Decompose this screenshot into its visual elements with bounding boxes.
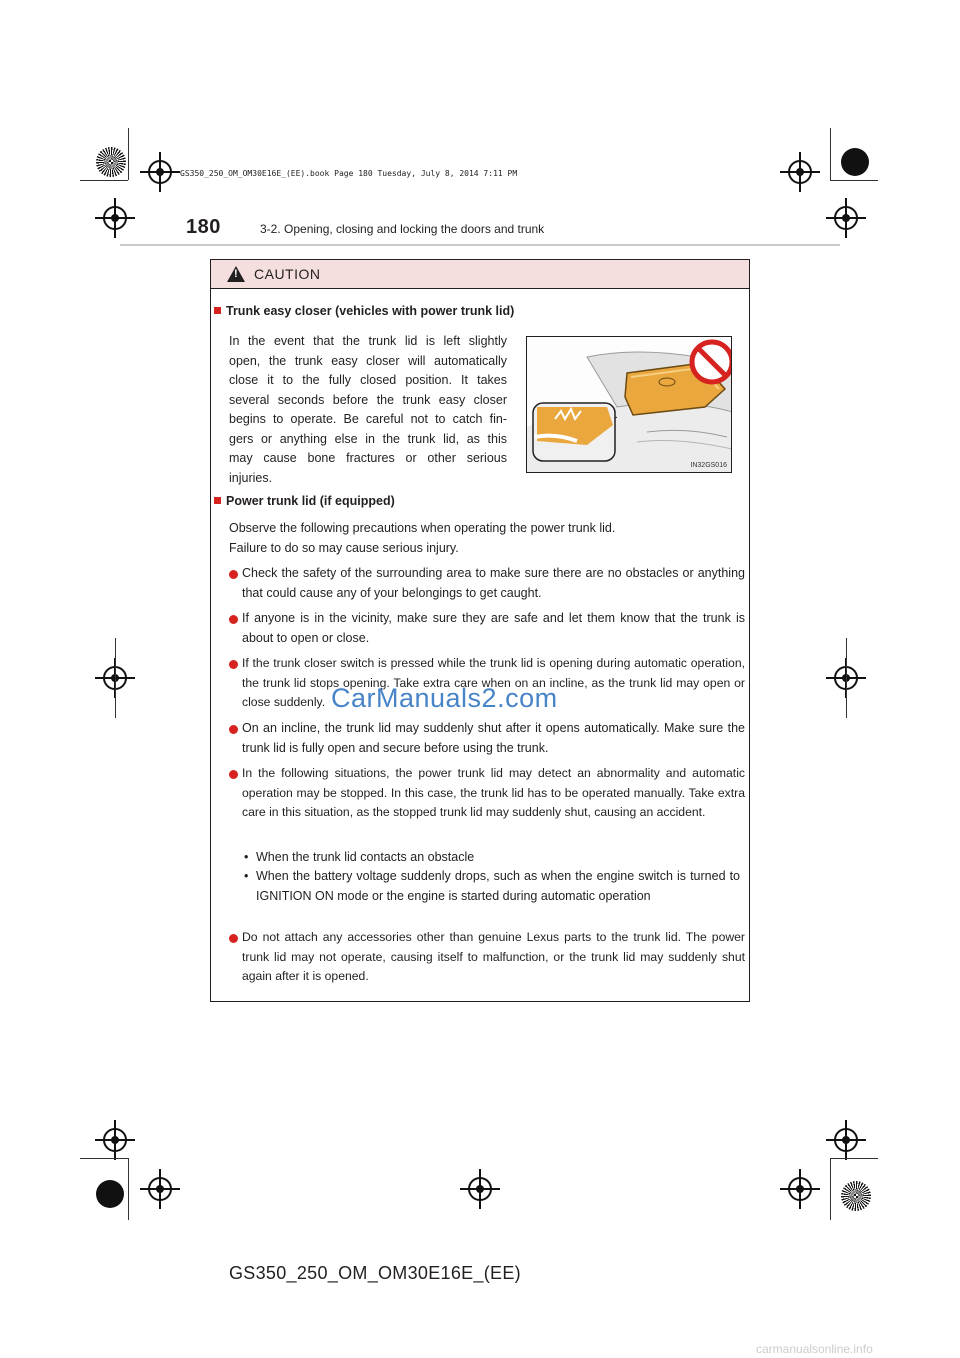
red-bullet-icon [229, 660, 238, 669]
caution-bullet: Do not attach any accessories other than genuine Lexus parts to the trunk lid. The power trunk lid may not operate, causing itself to malfunction, or the trunk lid may suddenly shut again after it is opened. [229, 928, 745, 987]
registration-mark [788, 160, 812, 184]
solid-circle-mark-top-right [841, 148, 869, 176]
caution-header [211, 260, 749, 289]
trunk-easy-closer-illustration [526, 336, 732, 473]
power-trunk-intro: Observe the following precautions when operating the power trunk lid. Failure to do so may cause serious injury. [229, 521, 616, 555]
caution-bullet: In the following situations, the power trunk lid may detect an abnormality and automatic operation may be stopped. In this case, the trunk lid has to be operated manually. Take extra care in this situation, as the stopped trunk lid may suddenly shut, causing an accident. [229, 764, 745, 823]
registration-mark [103, 1128, 127, 1152]
bottom-watermark: carmanualsonline.info [756, 1342, 873, 1356]
sub-bullet: • When the battery voltage suddenly drops, such as when the engine switch is turned to IGNITION ON mode or the engine is started during automatic operation [244, 869, 740, 903]
red-square-icon [214, 497, 221, 504]
registration-mark [834, 1128, 858, 1152]
easy-closer-text: In the event that the trunk lid is left slightly open, the trunk easy closer will automatically close it to the fully closed position. It takes several seconds before the trunk easy closer begins to operate. Be careful not to catch fin- gers or anything else in the trunk lid, as this may cause bone fractures or other serious injuries. [229, 334, 507, 485]
section-heading: Trunk easy closer (vehicles with power trunk lid) [214, 304, 514, 318]
red-square-icon [214, 307, 221, 314]
caution-bullet: If anyone is in the vicinity, make sure they are safe and let them know that the trunk is about to open or close. [229, 609, 745, 648]
registration-mark [788, 1177, 812, 1201]
footer-code: GS350_250_OM_OM30E16E_(EE) [229, 1263, 521, 1283]
section-heading: Power trunk lid (if equipped) [214, 494, 395, 508]
crop-line [846, 638, 847, 718]
trunk-lid-figure [527, 337, 732, 473]
solid-circle-mark-bottom-left [96, 1180, 124, 1208]
red-bullet-icon [229, 725, 238, 734]
crop-line [830, 180, 878, 181]
crop-line [80, 1158, 128, 1159]
red-bullet-icon [229, 570, 238, 579]
registration-mark [834, 206, 858, 230]
caution-bullet: Check the safety of the surrounding area to make sure there are no obstacles or anything that could cause any of your belongings to get caught. [229, 564, 745, 603]
crop-line [830, 1158, 831, 1220]
red-bullet-icon [229, 615, 238, 624]
figure-code: IN32GS016 [690, 462, 727, 469]
header-rule [120, 244, 840, 246]
warning-triangle-icon: ! [227, 266, 245, 282]
crop-line [128, 128, 129, 180]
crop-line [830, 1158, 878, 1159]
caution-bullet: On an incline, the trunk lid may suddenly shut after it opens automatically. Make sure the trunk lid is fully open and secure before using the trunk. [229, 719, 745, 758]
registration-mark [103, 206, 127, 230]
caution-bullet: If the trunk closer switch is pressed while the trunk lid is opening during automatic operation, the trunk lid stops opening. Take extra care when on an incline, as the trunk lid may open or close suddenly. [229, 654, 745, 713]
crop-line [830, 128, 831, 180]
section-title: 3-2. Opening, closing and locking the doors and trunk [260, 222, 545, 236]
registration-mark [148, 1177, 172, 1201]
red-bullet-icon [229, 770, 238, 779]
book-info-line: GS350_250_OM_OM30E16E_(EE).book Page 180 Tuesday, July 8, 2014 7:11 PM [180, 169, 518, 178]
sub-bullet: • When the trunk lid contacts an obstacle [244, 850, 475, 864]
crop-line [115, 638, 116, 718]
registration-mark [148, 160, 172, 184]
red-bullet-icon [229, 934, 238, 943]
starburst-mark-bottom-right [841, 1181, 871, 1211]
crop-line [80, 180, 128, 181]
page-number: 180 [186, 216, 221, 238]
registration-mark [468, 1177, 492, 1201]
starburst-mark-top-left [96, 147, 126, 177]
caution-label: CAUTION [254, 266, 321, 282]
crop-line [128, 1158, 129, 1220]
watermark: CarManuals2.com [331, 683, 558, 713]
